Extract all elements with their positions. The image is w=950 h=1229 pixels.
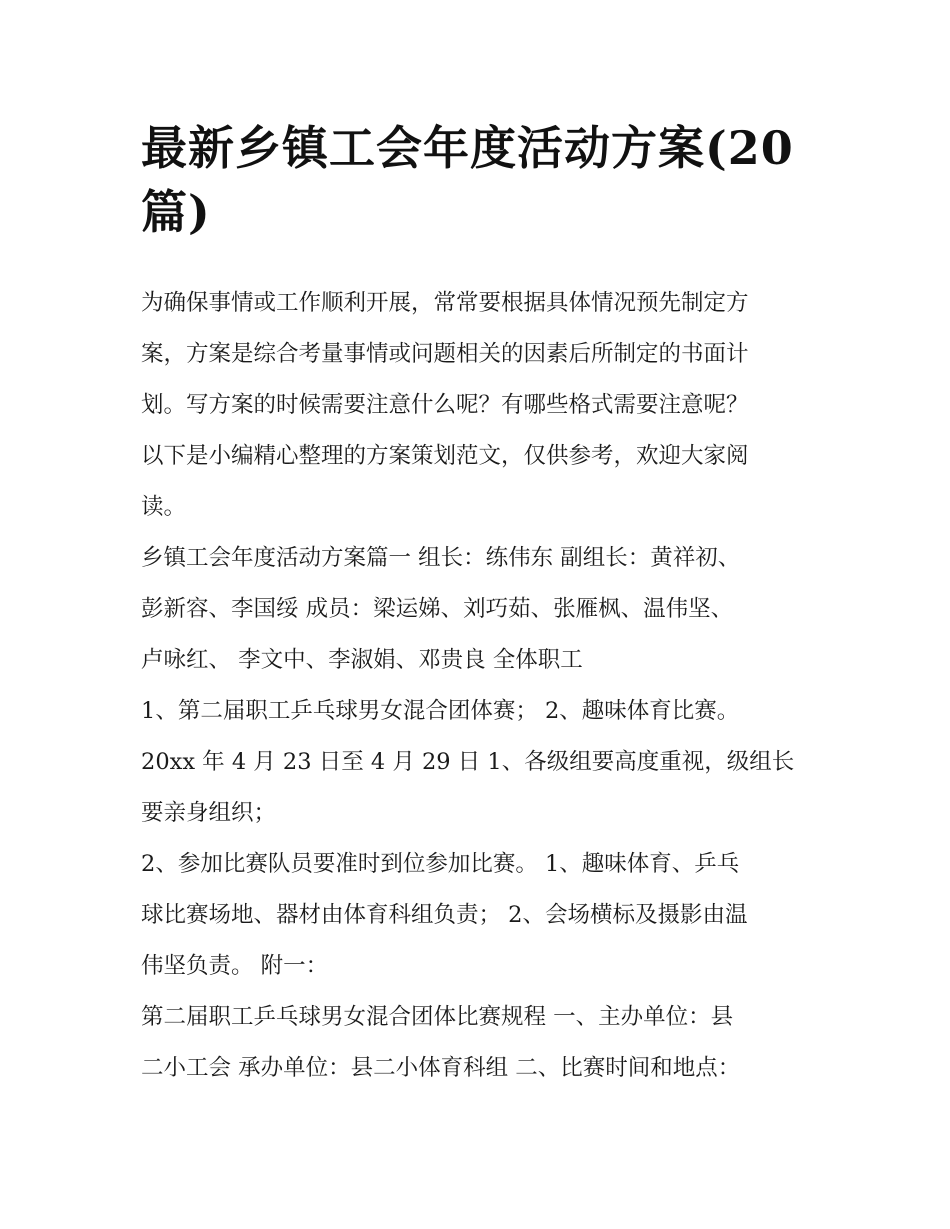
title-line-1: 最新乡镇工会年度活动方案(20 xyxy=(141,121,794,175)
body-line: 划。写方案的时候需要注意什么呢？有哪些格式需要注意呢？ xyxy=(141,392,749,418)
document-body xyxy=(141,278,821,1094)
body-line: 彭新容、李国绥 成员：梁运娣、刘巧茹、张雁枫、温伟坚、 xyxy=(141,596,734,622)
body-line: 案，方案是综合考量事情或问题相关的因素后所制定的书面计 xyxy=(141,341,749,367)
body-line: 20xx 年 4 月 23 日至 4 月 29 日 1、各级组要高度重视，级组长 xyxy=(141,749,795,775)
body-line: 第二届职工乒乓球男女混合团体比赛规程 一、主办单位：县 xyxy=(141,1004,734,1030)
body-line: 为确保事情或工作顺利开展，常常要根据具体情况预先制定方 xyxy=(141,290,749,316)
body-line: 卢咏红、 李文中、李淑娟、邓贵良 全体职工 xyxy=(141,647,583,673)
title-line-2: 篇) xyxy=(141,185,211,239)
body-line: 1、第二届职工乒乓球男女混合团体赛； 2、趣味体育比赛。 xyxy=(141,698,740,724)
body-line: 要亲身组织； xyxy=(141,800,277,826)
body-line: 二小工会 承办单位：县二小体育科组 二、比赛时间和地点： xyxy=(141,1055,741,1081)
document-title xyxy=(141,116,821,244)
body-line: 球比赛场地、器材由体育科组负责； 2、会场横标及摄影由温 xyxy=(141,902,748,928)
body-line: 伟坚负责。 附一： xyxy=(141,953,329,979)
body-line: 乡镇工会年度活动方案篇一 组长：练伟东 副组长：黄祥初、 xyxy=(141,545,741,571)
body-line: 读。 xyxy=(141,494,187,520)
body-line: 以下是小编精心整理的方案策划范文，仅供参考，欢迎大家阅 xyxy=(141,443,749,469)
body-line: 2、参加比赛队员要准时到位参加比赛。 1、趣味体育、乒乓 xyxy=(141,851,740,877)
